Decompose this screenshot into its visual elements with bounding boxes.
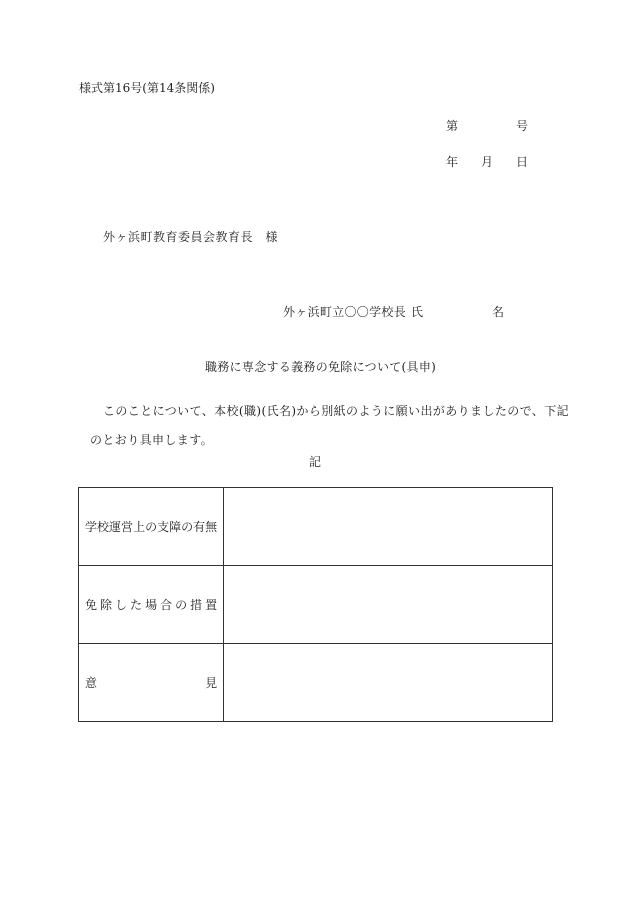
- body-text-line-2: のとおり具申します。: [90, 433, 214, 447]
- label-char: の: [181, 520, 194, 534]
- label-char: 無: [205, 520, 218, 534]
- sender-name-shi: 氏: [411, 305, 424, 319]
- value-cell-school-impact[interactable]: [224, 488, 553, 566]
- row-label-opinion: [79, 644, 224, 722]
- label-char: た: [130, 598, 143, 612]
- label-char: 除: [100, 598, 113, 612]
- label-char: 免: [85, 598, 98, 612]
- items-table: [78, 487, 553, 722]
- value-cell-exemption-measures[interactable]: [224, 566, 553, 644]
- label-char: 見: [205, 676, 218, 690]
- label-char: 意: [85, 676, 98, 690]
- label-text: [85, 518, 217, 535]
- table-row: [79, 566, 553, 644]
- label-char: 障: [169, 520, 182, 534]
- label-char: 措: [190, 598, 203, 612]
- label-char: 場: [145, 598, 158, 612]
- value-cell-opinion[interactable]: [224, 644, 553, 722]
- subject-title: 職務に専念する義務の免除について(具申): [205, 360, 437, 374]
- label-char: の: [175, 598, 188, 612]
- document-number-suffix: 号: [516, 119, 529, 133]
- date-month-label: 月: [481, 155, 494, 169]
- label-char: 運: [109, 520, 122, 534]
- addressee: 外ヶ浜町教育委員会教育長 様: [103, 230, 279, 244]
- label-char: し: [115, 598, 128, 612]
- sender-name-mei: 名: [492, 305, 505, 319]
- label-char: 学: [85, 520, 98, 534]
- body-text-line-1: このことについて、本校(職)(氏名)から別紙のように願い出がありましたので、下記: [103, 404, 570, 418]
- label-text: [85, 596, 217, 613]
- label-text: [85, 674, 217, 691]
- form-number: 様式第16号(第14条関係): [79, 81, 215, 95]
- document-number-prefix: 第: [446, 119, 459, 133]
- label-char: 合: [160, 598, 173, 612]
- label-char: 有: [193, 520, 206, 534]
- label-char: 校: [97, 520, 110, 534]
- label-char: 上: [133, 520, 146, 534]
- date-year-label: 年: [446, 155, 459, 169]
- sender-title: 外ヶ浜町立〇〇学校長: [283, 305, 407, 319]
- label-char: 置: [205, 598, 218, 612]
- label-char: 支: [157, 520, 170, 534]
- row-label-exemption-measures: [79, 566, 224, 644]
- label-char: の: [145, 520, 158, 534]
- ki-heading: 記: [309, 455, 322, 469]
- table-row: [79, 644, 553, 722]
- table-row: [79, 488, 553, 566]
- label-char: 営: [121, 520, 134, 534]
- date-day-label: 日: [516, 155, 529, 169]
- row-label-school-impact: [79, 488, 224, 566]
